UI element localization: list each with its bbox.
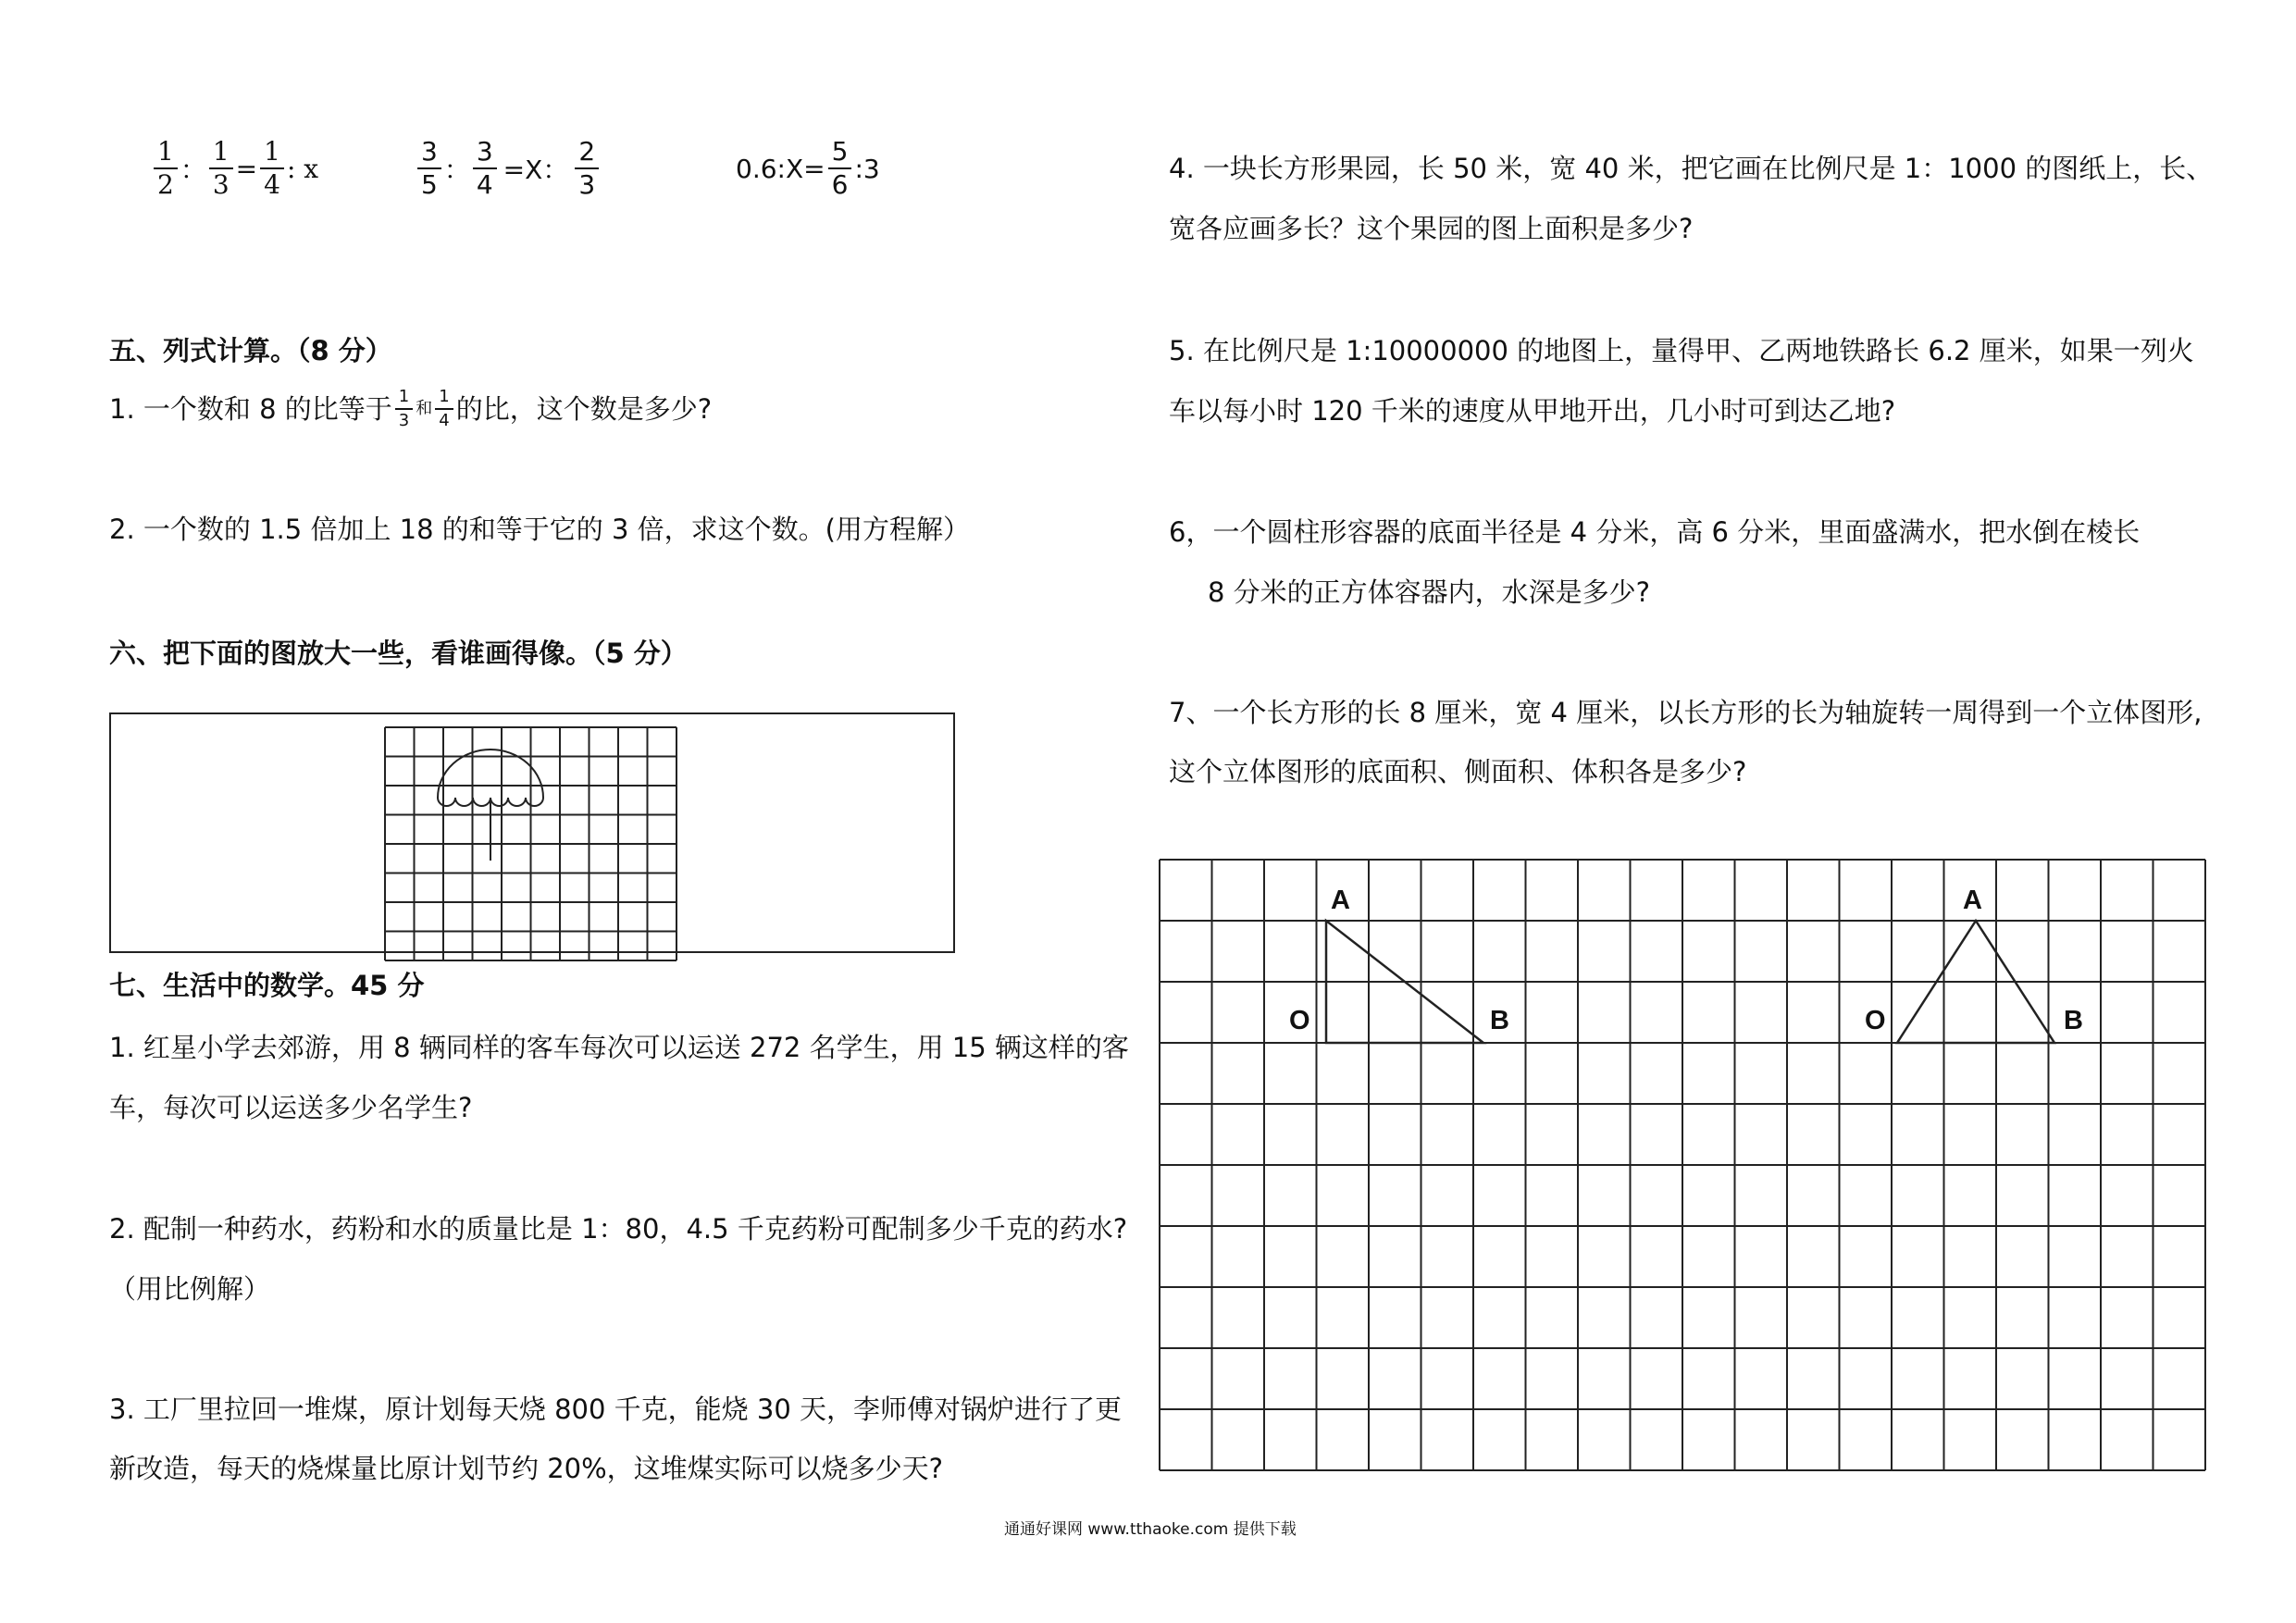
ratio-sign: ： xyxy=(443,155,470,185)
denominator: 6 xyxy=(831,169,849,200)
question-1-line-2: 车，每次可以运送多少名学生? xyxy=(109,1092,473,1123)
answer-grid xyxy=(1160,860,2205,1470)
section-7-title: 七、生活中的数学。45 分 xyxy=(109,970,425,1001)
right-label-a: A xyxy=(1963,886,1982,915)
equation-head: 0.6:X= xyxy=(736,153,825,184)
question-2-line-1: 2. 配制一种药水，药粉和水的质量比是 1：80，4.5 千克药粉可配制多少千克的药水? xyxy=(109,1213,1128,1245)
question-6-line-1: 6，一个圆柱形容器的底面半径是 4 分米，高 6 分米，里面盛满水，把水倒在棱长 xyxy=(1169,516,2141,548)
denominator: 4 xyxy=(264,169,280,200)
right-label-o: O xyxy=(1865,1006,1886,1035)
question-text: 1. 一个数和 8 的比等于 xyxy=(109,393,392,425)
footer-text: 通通好课网 www.tthaoke.com 提供下载 xyxy=(1004,1520,1297,1539)
conjunction: 和 xyxy=(416,399,433,418)
numerator: 1 xyxy=(154,139,178,169)
question-4-line-2: 宽各应画多长？这个果园的图上面积是多少? xyxy=(1169,213,1694,244)
left-label-o: O xyxy=(1289,1006,1310,1035)
small-grid-lines xyxy=(385,727,676,960)
denominator: 3 xyxy=(578,169,596,200)
numerator: 1 xyxy=(395,389,413,410)
denominator: 3 xyxy=(212,169,230,200)
question-1-line-1: 1. 红星小学去郊游，用 8 辆同样的客车每次可以运送 272 名学生，用 15 辆这样的客 xyxy=(109,1032,1129,1063)
numerator: 3 xyxy=(473,139,497,169)
question-7-line-2: 这个立体图形的底面积、侧面积、体积各是多少? xyxy=(1169,756,1747,787)
question-5-line-2: 车以每小时 120 千米的速度从甲地开出，几小时可到达乙地? xyxy=(1169,395,1896,427)
question-4-line-1: 4. 一块长方形果园，长 50 米，宽 40 米，把它画在比例尺是 1：1000 的图纸上，长、 xyxy=(1169,153,2214,184)
umbrella-grid xyxy=(385,727,676,960)
left-label-a: A xyxy=(1331,886,1350,915)
section-5-question-2: 2. 一个数的 1.5 倍加上 18 的和等于它的 3 倍，求这个数。(用方程解） xyxy=(109,514,970,545)
numerator: 1 xyxy=(209,139,233,169)
numerator: 2 xyxy=(575,139,599,169)
numerator: 3 xyxy=(417,139,441,169)
equation-tail: :3 xyxy=(854,153,880,184)
equal-sign: = xyxy=(235,153,258,184)
denominator: 4 xyxy=(439,411,450,430)
numerator: 1 xyxy=(260,139,284,169)
left-label-b: B xyxy=(1490,1006,1509,1035)
denominator: 2 xyxy=(157,169,174,200)
denominator: 3 xyxy=(398,411,410,430)
question-6-line-2: 8 分米的正方体容器内，水深是多少? xyxy=(1208,576,1651,608)
question-text: 的比，这个数是多少? xyxy=(455,393,713,425)
question-7-line-1: 7、一个长方形的长 8 厘米，宽 4 厘米，以长方形的长为轴旋转一周得到一个立体图形, xyxy=(1169,697,2203,728)
numerator: 1 xyxy=(435,389,453,410)
question-2-line-2: （用比例解） xyxy=(109,1273,271,1305)
right-label-b: B xyxy=(2064,1006,2083,1035)
equation-middle: =X： xyxy=(503,155,569,185)
denominator: 4 xyxy=(476,169,493,200)
section-6-title: 六、把下面的图放大一些，看谁画得像。（5 分） xyxy=(109,638,688,669)
denominator: 5 xyxy=(421,169,438,200)
ratio-sign: ： xyxy=(180,155,206,185)
question-3-line-2: 新改造，每天的烧煤量比原计划节约 20%，这堆煤实际可以烧多少天? xyxy=(109,1453,944,1484)
question-3-line-1: 3. 工厂里拉回一堆煤，原计划每天烧 800 千克，能烧 30 天，李师傅对锅炉进行了更 xyxy=(109,1394,1123,1425)
numerator: 5 xyxy=(828,139,852,169)
equation-tail: : x xyxy=(286,153,319,184)
question-5-line-1: 5. 在比例尺是 1:10000000 的地图上，量得甲、乙两地铁路长 6.2 厘米，如果一列火 xyxy=(1169,335,2194,366)
section-5-title: 五、列式计算。（8 分） xyxy=(109,335,392,366)
